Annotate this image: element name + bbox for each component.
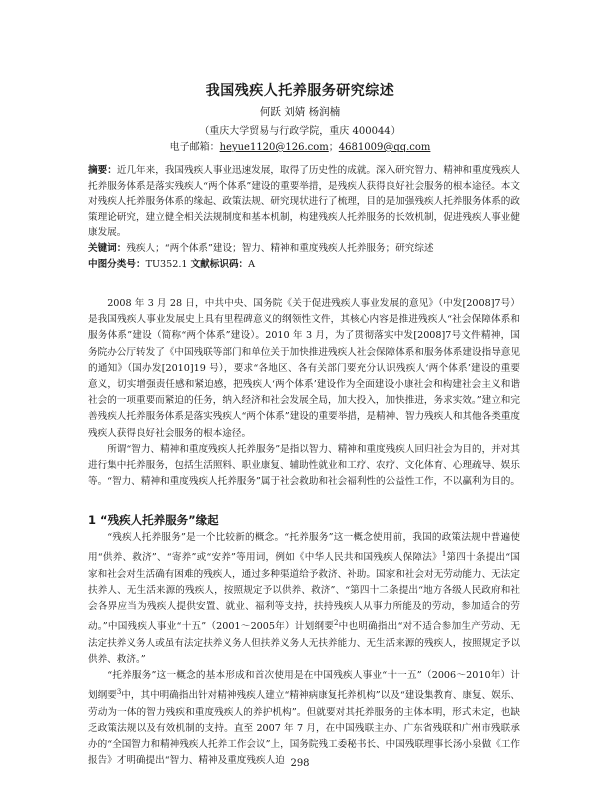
body-paragraph: 2008 年 3 月 28 日，中共中央、国务院《关于促进残疾人事业发展的意见》（中发[2008]7号）是我国残疾人事业发展史上具有里程碑意义的纲领性文件，其核心内容是推进残疾人“社会保障体系和服务体系”建设（简称“两个体系”建设）。2010 年 3 月，为了贯彻落实中发[2008]7号文件精神，国务院办公厅转发了《中国残联等部门和单位关于加快推进残疾人社会保障体系和服务体系建设指导意见的通知》（国办发[2010]19 号），要求“各地区、各有关部门要充分认识残疾人‘两个体系’建设的重要意义，切实增强责任感和紧迫感，把残疾人‘两个体系’建设作为全面建设小康社会和构建社会主义和谐社会的一项重要而紧迫的任务，纳入经济和社会发展全局，加大投入，加快推进，务求实效。”建立和完善残疾人托养服务体系是落实残疾人“两个体系”建设的重要举措，是精神、智力残疾人和其他各类重度残疾人获得良好社会服务的根本途径。 [88, 298, 520, 439]
abstract-text: 近几年来，我国残疾人事业迅速发展，取得了历史性的成就。深入研究智力、精神和重度残疾人托养服务体系是落实残疾人“两个体系”建设的重要举措，是残疾人获得良好社会服务的根本途径。本文对残疾人托养服务体系的缘起、政策法规、研究现状进行了梳理，目的是加强残疾人托养服务体系的政策理论研究，建立健全相关法规制度和基本机制，构建残疾人托养服务的长效机制，促进残疾人事业健康发展。 [88, 165, 521, 239]
intro-body [88, 296, 520, 490]
abstract-block [88, 163, 520, 272]
email-address-1[interactable]: heyue1120@126.com [219, 142, 329, 153]
email-line [0, 138, 600, 153]
doc-code-label: 文献标识码： [190, 258, 249, 270]
footnote-ref[interactable]: 3 [116, 688, 122, 697]
para-text: “托养服务”这一概念的基本形成和首次使用是在中国残疾人事业“十一五”（2006～2010年）计划纲要 [88, 670, 520, 702]
clc-label: 中图分类号： [88, 258, 146, 270]
abstract-label: 摘要： [88, 165, 117, 176]
affiliation: （重庆大学贸易与行政学院，重庆 400044） [199, 126, 401, 137]
para-text: 中也明确指出“对不适合参加生产劳动、无法定扶养义务人或虽有法定扶养义务人但扶养义务人无扶养能力、无生活来源的残疾人，按照规定予以供养、救济。” [88, 621, 520, 665]
page-number: 298 [290, 758, 310, 769]
body-paragraph [88, 668, 520, 769]
abstract [88, 163, 520, 241]
para-text: 中，其中明确指出针对精神残疾人建立“精神病康复托养机构”以及“建设集教育、康复、娱乐、劳动为一体的智力残疾和重度残疾人的养护机构”。但就要对其托养服务的主体本明，形式未定，也缺乏政策法规以及有效机制的支持。直至 2007 年 7 月，在中国残联主办、广东省残联和广州市残联承办的“全国智力和精神残疾人托养工作会议”上，国务院残工委秘书长、中国残联理事长汤小泉做《工作报告》才明确提出“智力、精神及重度残疾人迫 [88, 690, 521, 767]
classification [88, 257, 520, 273]
keywords-text: 残疾人；“两个体系”建设；智力、精神和重度残疾人托养服务；研究综述 [126, 242, 434, 254]
email-label: 电子邮箱： [169, 142, 220, 153]
footnote-ref[interactable]: 2 [334, 619, 339, 628]
email-address-2[interactable]: 4681009@qq.com [338, 142, 431, 153]
author-list: 何跃 刘婧 杨润楠 [259, 106, 341, 118]
para-text: “残疾人托养服务”是一个比较新的概念。“托养服务”这一概念使用前，我国的政策法规中普遍使用“供养、救济”、“寄养”或“安养”等用词，例如《中华人民共和国残疾人保障法》 [88, 532, 520, 564]
para-text: 第四十条提出“国家和社会对生活确有困难的残疾人，通过多种渠道给予救济、补助。国家和社会对无劳动能力、无法定扶养人、无生活来源的残疾人，按照规定予以供养、救济”、“第四十二条提出“地方各级人民政府和社会各界应当为残疾人提供安置、就业、福利等支持，扶持残疾人从事力所能及的劳动，参加适合的劳动。”中国残疾人事业“十五”（2001～2005年）计划纲要 [88, 552, 520, 633]
footnote-ref[interactable]: 1 [441, 550, 447, 559]
keywords-label: 关键词： [88, 242, 127, 254]
body-paragraph: 所谓“智力、精神和重度残疾人托养服务”是指以智力、精神和重度残疾人回归社会为目的，并对其进行集中托养服务，包括生活照料、职业康复、辅助性就业和工疗、农疗、文化体育、心理疏导、娱乐等。“智力、精神和重度残疾人托养服务”属于社会救助和社会福利性的公益性工作，不以赢利为目的。 [88, 443, 520, 488]
clc-value: TU352.1 [145, 258, 188, 270]
paper-title: 我国残疾人托养服务研究综述 [205, 83, 395, 99]
section-1-body [88, 530, 520, 769]
keywords [88, 241, 520, 257]
section-heading: 1 “残疾人托养服务”缘起 [88, 513, 219, 527]
email-separator: ； [328, 142, 339, 153]
doc-code-value: A [248, 258, 256, 270]
body-paragraph [88, 530, 520, 668]
